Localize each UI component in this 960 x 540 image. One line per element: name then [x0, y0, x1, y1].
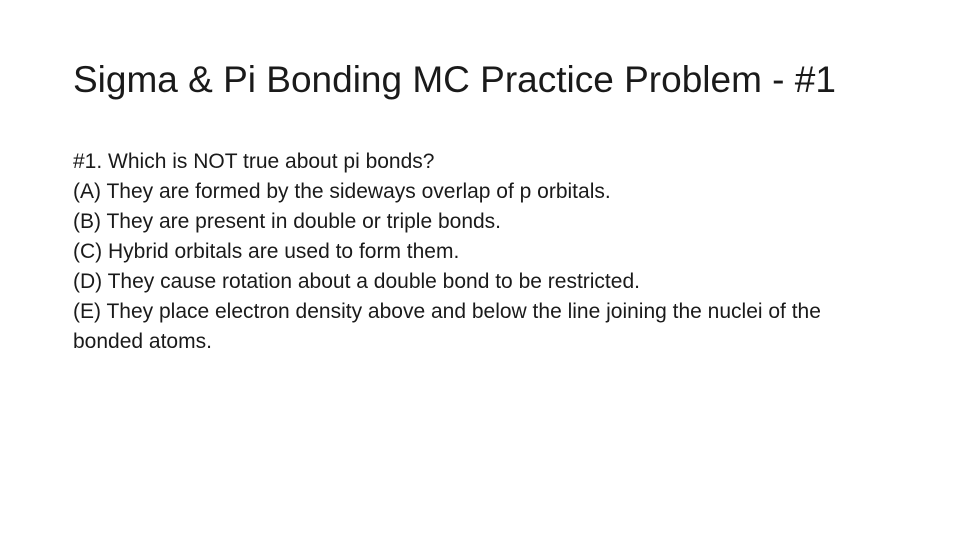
question-text: #1. Which is NOT true about pi bonds?: [73, 150, 435, 173]
question-body: [73, 147, 893, 357]
option-e: (E) They place electron density above and below the line joining the nuclei of the bonded atoms.: [73, 300, 821, 353]
option-d: (D) They cause rotation about a double bond to be restricted.: [73, 270, 640, 293]
option-c: (C) Hybrid orbitals are used to form them.: [73, 240, 460, 263]
option-b: (B) They are present in double or triple bonds.: [73, 210, 502, 233]
slide-title: Sigma & Pi Bonding MC Practice Problem - #1: [73, 59, 836, 100]
option-a: (A) They are formed by the sideways overlap of p orbitals.: [73, 180, 611, 203]
